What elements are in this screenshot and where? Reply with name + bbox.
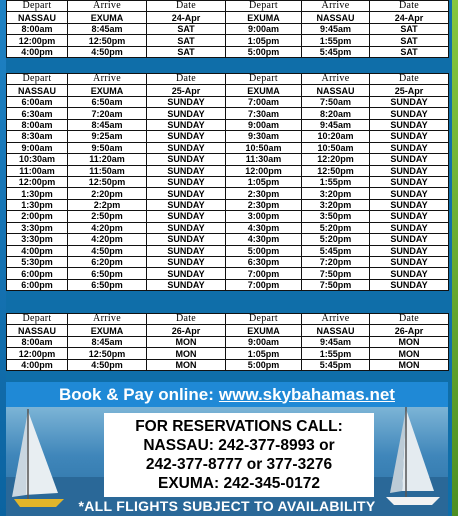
schedule-cell: SUNDAY	[370, 142, 449, 153]
schedule-cell: 1:30pm	[7, 188, 68, 199]
schedule-cell: SUNDAY	[147, 188, 226, 199]
schedule-cell: SUNDAY	[147, 245, 226, 256]
header-row	[7, 74, 449, 85]
column-header: Date	[147, 1, 226, 12]
column-header: Arrive	[302, 314, 370, 325]
table-row	[7, 348, 449, 359]
table-row	[7, 336, 449, 347]
schedule-cell: MON	[147, 336, 226, 347]
route-date-cell: EXUMA	[226, 85, 302, 96]
table-row	[7, 222, 449, 233]
schedule-cell: 9:00am	[226, 336, 302, 347]
schedule-cell: SUNDAY	[147, 108, 226, 119]
schedule-cell: 8:00am	[7, 336, 68, 347]
availability-disclaimer: *ALL FLIGHTS SUBJECT TO AVAILABILITY	[78, 498, 376, 514]
schedule-cell: SUNDAY	[370, 165, 449, 176]
schedule-cell: 8:45am	[68, 119, 147, 130]
column-header: Arrive	[302, 1, 370, 12]
route-date-cell: 26-Apr	[370, 325, 449, 336]
schedule-cell: 12:00pm	[7, 348, 68, 359]
column-header: Depart	[7, 74, 68, 85]
schedule-cell: 6:00pm	[7, 279, 68, 290]
schedule-cell: 6:50pm	[68, 268, 147, 279]
nassau-phone-alt: 242-377-8777 or 377-3276	[145, 456, 333, 473]
book-online-banner	[6, 382, 448, 407]
schedule-cell: 7:50pm	[302, 279, 370, 290]
schedule-cell: 12:20pm	[302, 154, 370, 165]
schedule-cell: 2:30pm	[226, 188, 302, 199]
schedule-cell: MON	[370, 348, 449, 359]
schedule-cell: SUNDAY	[370, 96, 449, 107]
schedule-cell: SUNDAY	[147, 222, 226, 233]
schedule-cell: 9:50am	[68, 142, 147, 153]
route-date-cell: EXUMA	[226, 325, 302, 336]
schedule-cell: 9:00am	[7, 142, 68, 153]
schedule-cell: 4:00pm	[7, 245, 68, 256]
route-date-cell: NASSAU	[7, 85, 68, 96]
schedule-cell: SUNDAY	[370, 234, 449, 245]
schedule-cell: 12:00pm	[7, 176, 68, 187]
schedule-cell: MON	[370, 336, 449, 347]
schedule-cell: 11:20am	[68, 154, 147, 165]
header-row	[7, 314, 449, 325]
header-row	[7, 1, 449, 12]
schedule-cell: SUNDAY	[147, 165, 226, 176]
schedule-cell: 5:00pm	[226, 46, 302, 57]
schedule-cell: 1:05pm	[226, 35, 302, 46]
column-header: Arrive	[68, 1, 147, 12]
schedule-cell: 3:30pm	[7, 222, 68, 233]
schedule-cell: 8:45am	[68, 23, 147, 34]
route-date-cell: 25-Apr	[370, 85, 449, 96]
schedule-cell: SUNDAY	[147, 257, 226, 268]
table-row	[7, 245, 449, 256]
schedule-cell: SUNDAY	[370, 257, 449, 268]
table-row	[7, 176, 449, 187]
schedule-cell: 3:50pm	[302, 211, 370, 222]
route-date-cell: NASSAU	[302, 325, 370, 336]
schedule-cell: 12:00pm	[7, 35, 68, 46]
schedule-cell: SUNDAY	[147, 131, 226, 142]
schedule-cell: 12:50pm	[68, 348, 147, 359]
schedule-cell: 2:30pm	[226, 199, 302, 210]
schedule-cell: 4:20pm	[68, 234, 147, 245]
schedule-cell: MON	[147, 359, 226, 370]
route-date-cell: NASSAU	[302, 12, 370, 23]
column-header: Depart	[7, 1, 68, 12]
schedule-cell: 7:20pm	[302, 257, 370, 268]
schedule-cell: 10:20am	[302, 131, 370, 142]
schedule-cell: SAT	[147, 46, 226, 57]
column-header: Depart	[7, 314, 68, 325]
schedule-cell: SUNDAY	[147, 199, 226, 210]
schedule-cell: 5:20pm	[302, 222, 370, 233]
schedule-cell: 5:20pm	[302, 234, 370, 245]
schedule-cell: 6:00am	[7, 96, 68, 107]
schedule-cell: SUNDAY	[370, 279, 449, 290]
schedule-cell: 9:00am	[226, 23, 302, 34]
schedule-cell: SUNDAY	[147, 176, 226, 187]
column-header: Arrive	[68, 74, 147, 85]
schedule-cell: SUNDAY	[370, 131, 449, 142]
route-date-cell: EXUMA	[68, 325, 147, 336]
reservations-card	[104, 413, 374, 497]
route-date-cell: NASSAU	[7, 12, 68, 23]
schedule-cell: SAT	[147, 23, 226, 34]
schedule-cell: 12:00pm	[226, 165, 302, 176]
schedule-cell: 7:20am	[68, 108, 147, 119]
table-row	[7, 199, 449, 210]
schedule-cell: 6:50pm	[68, 279, 147, 290]
schedule-cell: MON	[147, 348, 226, 359]
schedule-cell: 3:00pm	[226, 211, 302, 222]
schedule-cell: 2:20pm	[68, 188, 147, 199]
reservations-heading: FOR RESERVATIONS CALL:	[135, 418, 343, 435]
schedule-cell: 8:45am	[68, 336, 147, 347]
book-online-label: Book & Pay online:	[59, 384, 214, 404]
schedule-cell: 4:30pm	[226, 222, 302, 233]
schedule-cell: 3:20pm	[302, 188, 370, 199]
column-header: Date	[370, 74, 449, 85]
schedule-cell: SUNDAY	[370, 268, 449, 279]
schedule-cell: SUNDAY	[147, 96, 226, 107]
table-row	[7, 165, 449, 176]
table-row	[7, 188, 449, 199]
route-date-cell: EXUMA	[68, 12, 147, 23]
route-date-cell: 25-Apr	[147, 85, 226, 96]
schedule-cell: SUNDAY	[370, 211, 449, 222]
schedule-cell: 5:45pm	[302, 46, 370, 57]
schedule-cell: 7:00pm	[226, 268, 302, 279]
schedule-cell: 4:00pm	[7, 359, 68, 370]
schedule-cell: 6:30am	[7, 108, 68, 119]
table-row	[7, 108, 449, 119]
route-date-cell: EXUMA	[68, 85, 147, 96]
schedule-cell: SUNDAY	[370, 245, 449, 256]
schedule-cell: SAT	[370, 23, 449, 34]
schedule-cell: 11:00am	[7, 165, 68, 176]
nassau-phone: NASSAU: 242-377-8993 or	[143, 437, 335, 454]
schedule-cell: 4:30pm	[226, 234, 302, 245]
schedule-cell: 1:55pm	[302, 35, 370, 46]
schedule-cell: 9:00am	[226, 119, 302, 130]
schedule-cell: SUNDAY	[370, 188, 449, 199]
schedule-cell: SUNDAY	[147, 142, 226, 153]
route-date-row	[7, 85, 449, 96]
schedule-table-25-apr	[6, 73, 448, 291]
schedule-cell: 2:50pm	[68, 211, 147, 222]
table-row	[7, 234, 449, 245]
schedule-cell: 3:30pm	[7, 234, 68, 245]
schedule-cell: 6:00pm	[7, 268, 68, 279]
route-date-cell: 24-Apr	[370, 12, 449, 23]
route-date-cell: NASSAU	[7, 325, 68, 336]
column-header: Arrive	[68, 314, 147, 325]
schedule-table-24-apr	[6, 0, 448, 58]
table-row	[7, 46, 449, 57]
schedule-cell: SUNDAY	[370, 222, 449, 233]
schedule-cell: 12:50pm	[68, 35, 147, 46]
schedule-cell: 10:50am	[302, 142, 370, 153]
column-header: Arrive	[302, 74, 370, 85]
schedule-cell: SUNDAY	[147, 211, 226, 222]
schedule-cell: 4:50pm	[68, 46, 147, 57]
schedule-cell: 7:00pm	[226, 279, 302, 290]
schedule-cell: 8:20am	[302, 108, 370, 119]
schedule-cell: 12:50pm	[68, 176, 147, 187]
route-date-cell: EXUMA	[226, 12, 302, 23]
schedule-cell: 9:45am	[302, 119, 370, 130]
route-date-row	[7, 325, 449, 336]
schedule-cell: 8:00am	[7, 23, 68, 34]
table-row	[7, 131, 449, 142]
schedule-table-26-apr	[6, 313, 448, 371]
schedule-cell: 9:30am	[226, 131, 302, 142]
route-date-row	[7, 12, 449, 23]
schedule-cell: 4:50pm	[68, 245, 147, 256]
schedule-cell: SUNDAY	[370, 108, 449, 119]
schedule-cell: 4:50pm	[68, 359, 147, 370]
schedule-cell: SUNDAY	[147, 154, 226, 165]
exuma-phone: EXUMA: 242-345-0172	[158, 475, 320, 492]
schedule-cell: 1:05pm	[226, 176, 302, 187]
table-row	[7, 23, 449, 34]
schedule-cell: 5:30pm	[7, 257, 68, 268]
schedule-cell: 3:20pm	[302, 199, 370, 210]
schedule-cell: SUNDAY	[370, 176, 449, 187]
sailing-photo-footer	[6, 407, 448, 516]
schedule-cell: 10:30am	[7, 154, 68, 165]
flight-schedule-table	[6, 313, 449, 371]
route-date-cell: 26-Apr	[147, 325, 226, 336]
schedule-cell: 4:00pm	[7, 46, 68, 57]
schedule-cell: SAT	[370, 46, 449, 57]
schedule-cell: 7:50pm	[302, 268, 370, 279]
schedule-cell: SUNDAY	[147, 234, 226, 245]
schedule-cell: 4:20pm	[68, 222, 147, 233]
table-row	[7, 142, 449, 153]
table-row	[7, 211, 449, 222]
table-row	[7, 154, 449, 165]
column-header: Depart	[226, 74, 302, 85]
table-row	[7, 35, 449, 46]
schedule-cell: 7:00am	[226, 96, 302, 107]
schedule-cell: 1:05pm	[226, 348, 302, 359]
schedule-cell: SUNDAY	[147, 119, 226, 130]
route-date-cell: NASSAU	[302, 85, 370, 96]
schedule-cell: SUNDAY	[147, 268, 226, 279]
schedule-cell: 10:50am	[226, 142, 302, 153]
schedule-cell: 5:00pm	[226, 359, 302, 370]
booking-website-link[interactable]: www.skybahamas.net	[218, 384, 395, 404]
schedule-cell: SUNDAY	[147, 279, 226, 290]
schedule-cell: SAT	[147, 35, 226, 46]
schedule-cell: SUNDAY	[370, 154, 449, 165]
schedule-cell: MON	[370, 359, 449, 370]
schedule-cell: 2:00pm	[7, 211, 68, 222]
column-header: Date	[370, 314, 449, 325]
table-row	[7, 279, 449, 290]
column-header: Depart	[226, 314, 302, 325]
schedule-cell: 1:30pm	[7, 199, 68, 210]
schedule-cell: SUNDAY	[370, 199, 449, 210]
flight-schedule-table	[6, 73, 449, 291]
column-header: Date	[370, 1, 449, 12]
schedule-cell: 7:50am	[302, 96, 370, 107]
schedule-cell: 11:50am	[68, 165, 147, 176]
schedule-cell: 9:45am	[302, 23, 370, 34]
schedule-cell: 1:55pm	[302, 176, 370, 187]
column-header: Date	[147, 314, 226, 325]
schedule-cell: 1:55pm	[302, 348, 370, 359]
schedule-cell: 7:30am	[226, 108, 302, 119]
schedule-cell: 6:50am	[68, 96, 147, 107]
schedule-cell: 5:00pm	[226, 245, 302, 256]
schedule-cell: 11:30am	[226, 154, 302, 165]
schedule-cell: 8:00am	[7, 119, 68, 130]
schedule-cell: 9:25am	[68, 131, 147, 142]
flight-schedule-table	[6, 0, 449, 58]
table-row	[7, 257, 449, 268]
schedule-cell: 6:20pm	[68, 257, 147, 268]
schedule-cell: 5:45pm	[302, 359, 370, 370]
route-date-cell: 24-Apr	[147, 12, 226, 23]
table-row	[7, 268, 449, 279]
column-header: Date	[147, 74, 226, 85]
schedule-cell: 8:30am	[7, 131, 68, 142]
column-header: Depart	[226, 1, 302, 12]
schedule-cell: 12:50pm	[302, 165, 370, 176]
table-row	[7, 96, 449, 107]
schedule-cell: 9:45am	[302, 336, 370, 347]
schedule-cell: SAT	[370, 35, 449, 46]
schedule-cell: 6:30pm	[226, 257, 302, 268]
right-accent-strip	[452, 0, 458, 516]
table-row	[7, 119, 449, 130]
schedule-cell: SUNDAY	[370, 119, 449, 130]
table-row	[7, 359, 449, 370]
schedule-cell: 2:2pm	[68, 199, 147, 210]
schedule-cell: 5:45pm	[302, 245, 370, 256]
